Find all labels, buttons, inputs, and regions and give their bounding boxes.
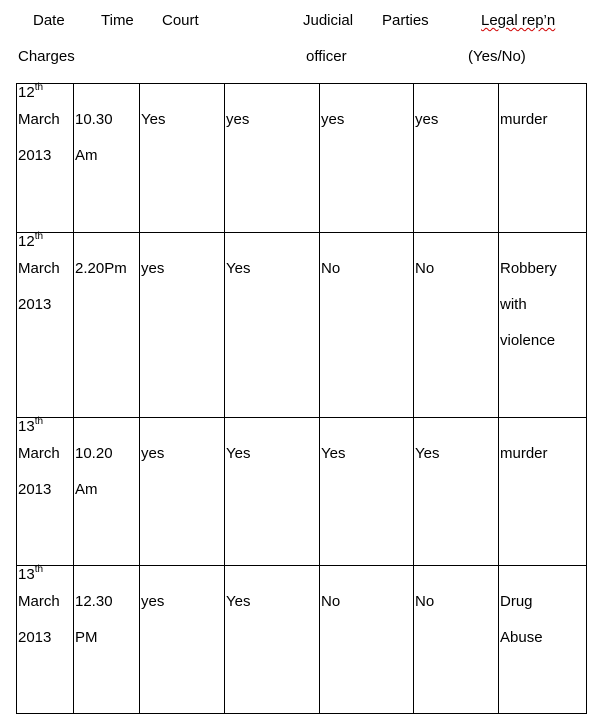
legal-rep-cell-value: No <box>415 260 435 277</box>
judicial-officer-cell-value: Yes <box>226 260 251 277</box>
date-cell <box>17 84 74 233</box>
court-records-table <box>16 83 587 714</box>
table-row <box>17 233 587 418</box>
judicial-officer-cell <box>225 566 320 714</box>
charge-line: murder <box>500 111 548 128</box>
judicial-officer-cell <box>225 84 320 233</box>
date-year: 2013 <box>18 481 52 498</box>
court-cell <box>140 418 225 566</box>
date-day-number: 12 <box>18 84 35 101</box>
charge-line: with <box>500 296 527 313</box>
judicial-officer-cell <box>225 233 320 418</box>
judicial-officer-cell-value: Yes <box>226 445 251 462</box>
header-officer: officer <box>306 48 347 65</box>
legal-rep-cell-value: No <box>415 593 435 610</box>
date-year: 2013 <box>18 296 52 313</box>
date-year: 2013 <box>18 629 52 646</box>
date-day-number: 13 <box>18 566 35 583</box>
parties-cell <box>320 418 414 566</box>
date-day-suffix: th <box>34 416 44 427</box>
legal-rep-cell-value: Yes <box>415 445 440 462</box>
charge-line: Abuse <box>500 629 543 646</box>
time-line-2: PM <box>75 629 98 646</box>
court-cell <box>140 233 225 418</box>
judicial-officer-cell-value: yes <box>226 111 250 128</box>
charge-line: violence <box>500 332 556 349</box>
time-line-1: 10.20 <box>75 445 113 462</box>
judicial-officer-cell-value: Yes <box>226 593 251 610</box>
date-cell <box>17 418 74 566</box>
parties-cell-value: yes <box>321 111 345 128</box>
time-cell <box>74 566 140 714</box>
legal-rep-cell <box>414 84 499 233</box>
table-body <box>17 84 587 714</box>
legal-rep-cell <box>414 233 499 418</box>
time-cell <box>74 233 140 418</box>
court-cell-value: yes <box>141 593 165 610</box>
legal-rep-cell-value: yes <box>415 111 439 128</box>
parties-cell-value: No <box>321 260 341 277</box>
legal-rep-cell <box>414 418 499 566</box>
header-parties: Parties <box>382 12 429 29</box>
date-month: March <box>18 111 60 128</box>
time-cell <box>74 418 140 566</box>
judicial-officer-cell <box>225 418 320 566</box>
legal-rep-cell <box>414 566 499 714</box>
charges-cell <box>499 566 587 714</box>
table-row <box>17 418 587 566</box>
table-row <box>17 84 587 233</box>
charge-line: murder <box>500 445 548 462</box>
parties-cell <box>320 84 414 233</box>
date-month: March <box>18 593 60 610</box>
header-time: Time <box>101 12 134 29</box>
time-line-2: Am <box>75 481 98 498</box>
charges-cell <box>499 84 587 233</box>
charge-line: Drug <box>500 593 533 610</box>
court-cell-value: Yes <box>141 111 166 128</box>
charge-line: Robbery <box>500 260 557 277</box>
time-line-2: Am <box>75 147 98 164</box>
date-cell <box>17 566 74 714</box>
court-cell <box>140 84 225 233</box>
court-cell-value: yes <box>141 445 165 462</box>
date-cell <box>17 233 74 418</box>
charges-cell <box>499 418 587 566</box>
date-year: 2013 <box>18 147 52 164</box>
date-day-number: 13 <box>18 418 35 435</box>
header-legal-rep: Legal rep’n <box>481 12 556 29</box>
date-day <box>18 418 73 436</box>
header-court: Court <box>162 12 199 29</box>
date-day <box>18 566 73 584</box>
parties-cell-value: No <box>321 593 341 610</box>
parties-cell <box>320 233 414 418</box>
court-cell-value: yes <box>141 260 165 277</box>
date-day-suffix: th <box>34 231 44 242</box>
date-month: March <box>18 260 60 277</box>
parties-cell-value: Yes <box>321 445 346 462</box>
date-day <box>18 84 73 102</box>
date-day-suffix: th <box>34 564 44 575</box>
parties-cell <box>320 566 414 714</box>
charges-cell <box>499 233 587 418</box>
date-day <box>18 233 73 251</box>
time-line-1: 12.30 <box>75 593 113 610</box>
header-charges: Charges <box>18 48 75 65</box>
header-judicial: Judicial <box>303 12 354 29</box>
court-cell <box>140 566 225 714</box>
date-day-suffix: th <box>34 82 44 93</box>
time-line-1: 2.20Pm <box>75 260 127 277</box>
date-month: March <box>18 445 60 462</box>
header-date: Date <box>33 12 65 29</box>
table-row <box>17 566 587 714</box>
header-yes-no: (Yes/No) <box>468 48 526 65</box>
date-day-number: 12 <box>18 233 35 250</box>
time-line-1: 10.30 <box>75 111 113 128</box>
time-cell <box>74 84 140 233</box>
